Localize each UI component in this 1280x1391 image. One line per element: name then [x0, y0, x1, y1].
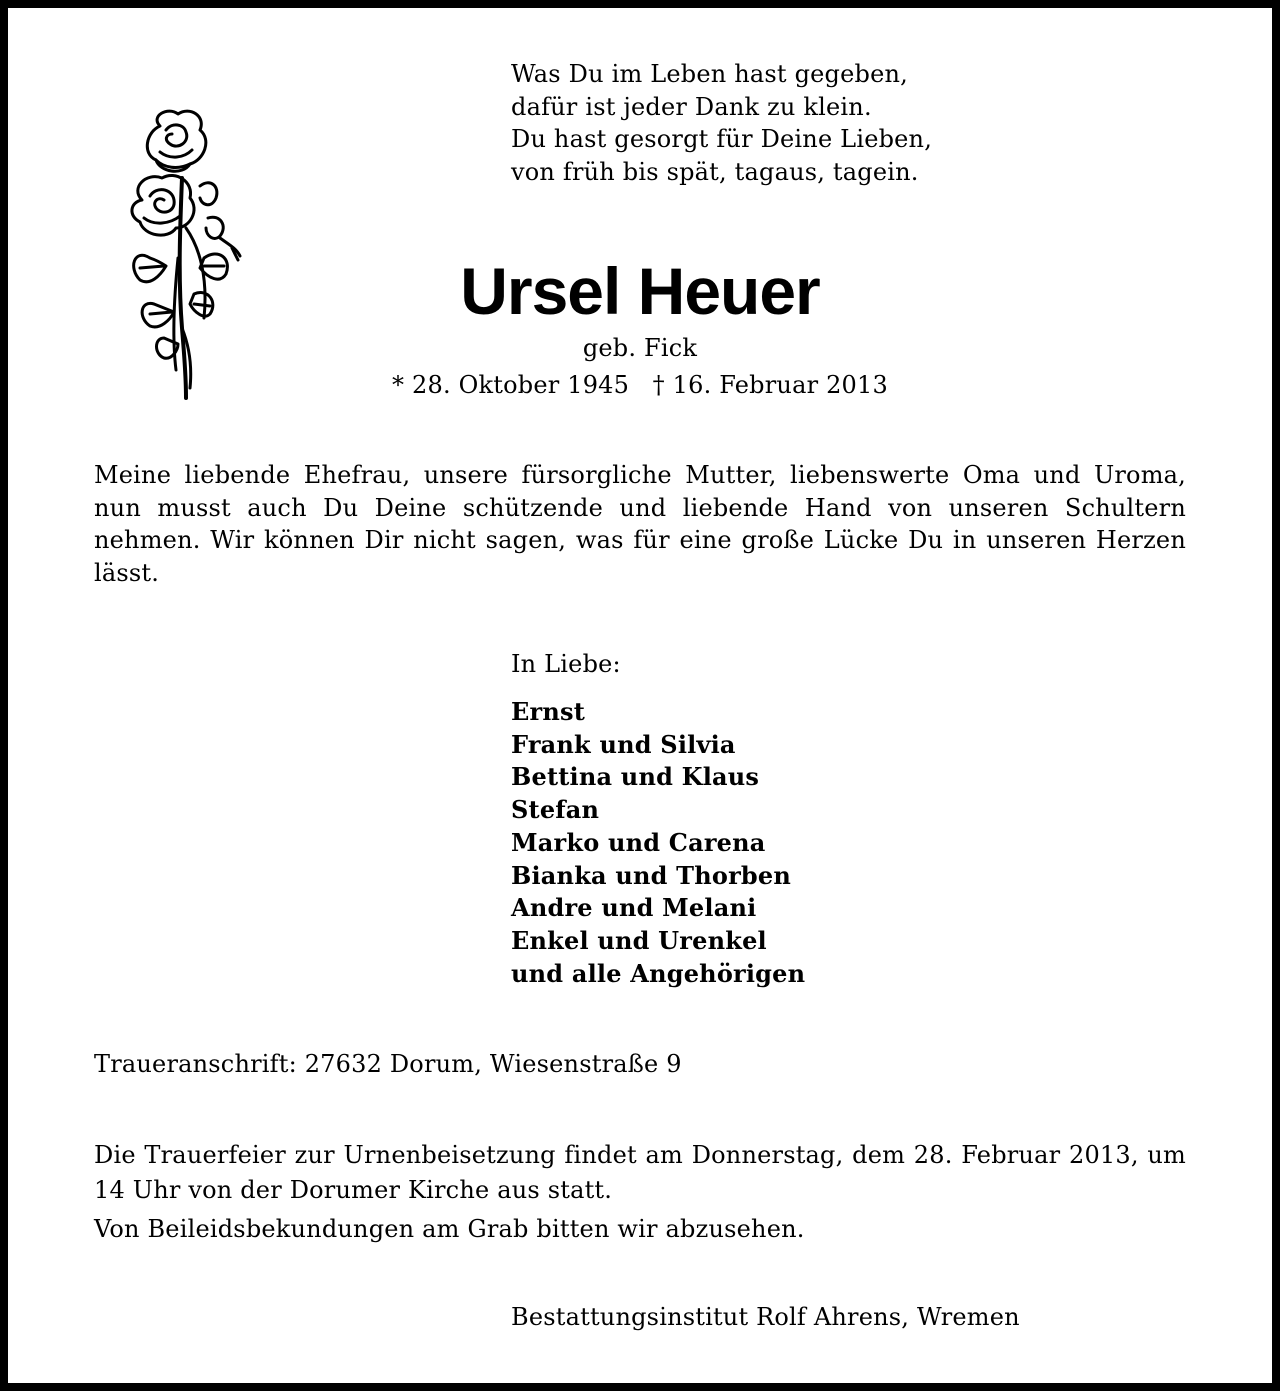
birth-date: * 28. Oktober 1945 [392, 371, 630, 399]
condolence-note: Von Beileidsbekundungen am Grab bitten wir abzusehen. [94, 1215, 805, 1243]
funeral-home: Bestattungsinstitut Rolf Ahrens, Wremen [511, 1303, 1020, 1331]
signatory: Frank und Silvia [511, 729, 736, 759]
poem-line: von früh bis spät, tagaus, tagein. [511, 157, 919, 186]
maiden-name: geb. Fick [582, 334, 698, 362]
poem-line: Du hast gesorgt für Deine Lieben, [511, 125, 933, 153]
ceremony-info: Die Trauerfeier zur Urnenbeisetzung findet am Donnerstag, dem 28. Februar 2013, um 14 Uhr von der Dorumer Kirche aus statt. [94, 1141, 1186, 1204]
memorial-poem [511, 58, 932, 188]
mourning-address: Traueranschrift: 27632 Dorum, Wiesenstraße 9 [94, 1050, 682, 1078]
poem-line: Was Du im Leben hast gegeben, [511, 60, 908, 88]
signatory: Stefan [511, 795, 600, 825]
tribute-text: Meine liebende Ehefrau, unsere fürsorgliche Mutter, liebenswerte Oma und Uroma, nun musst auch Du Deine schützende und liebende Hand von unseren Schultern nehmen. Wir können Dir nicht sagen, was für eine große Lücke Du in unseren Herzen lässt. [94, 461, 1186, 587]
signatory: Andre und Melani [511, 893, 757, 923]
signatory-list [511, 696, 805, 990]
signatory: Ernst [511, 697, 585, 726]
signatory: Bianka und Thorben [511, 860, 792, 890]
signatory: Marko und Carena [511, 827, 766, 857]
signatory: Bettina und Klaus [511, 762, 760, 792]
signature-intro: In Liebe: [511, 650, 621, 678]
signatory: und alle Angehörigen [511, 958, 806, 988]
poem-line: dafür ist jeder Dank zu klein. [511, 92, 872, 121]
signatory: Enkel und Urenkel [511, 925, 767, 955]
deceased-name: Ursel Heuer [460, 254, 820, 328]
life-dates [8, 369, 1272, 401]
obituary-notice [8, 8, 1272, 1383]
death-date: † 16. Februar 2013 [652, 371, 888, 399]
